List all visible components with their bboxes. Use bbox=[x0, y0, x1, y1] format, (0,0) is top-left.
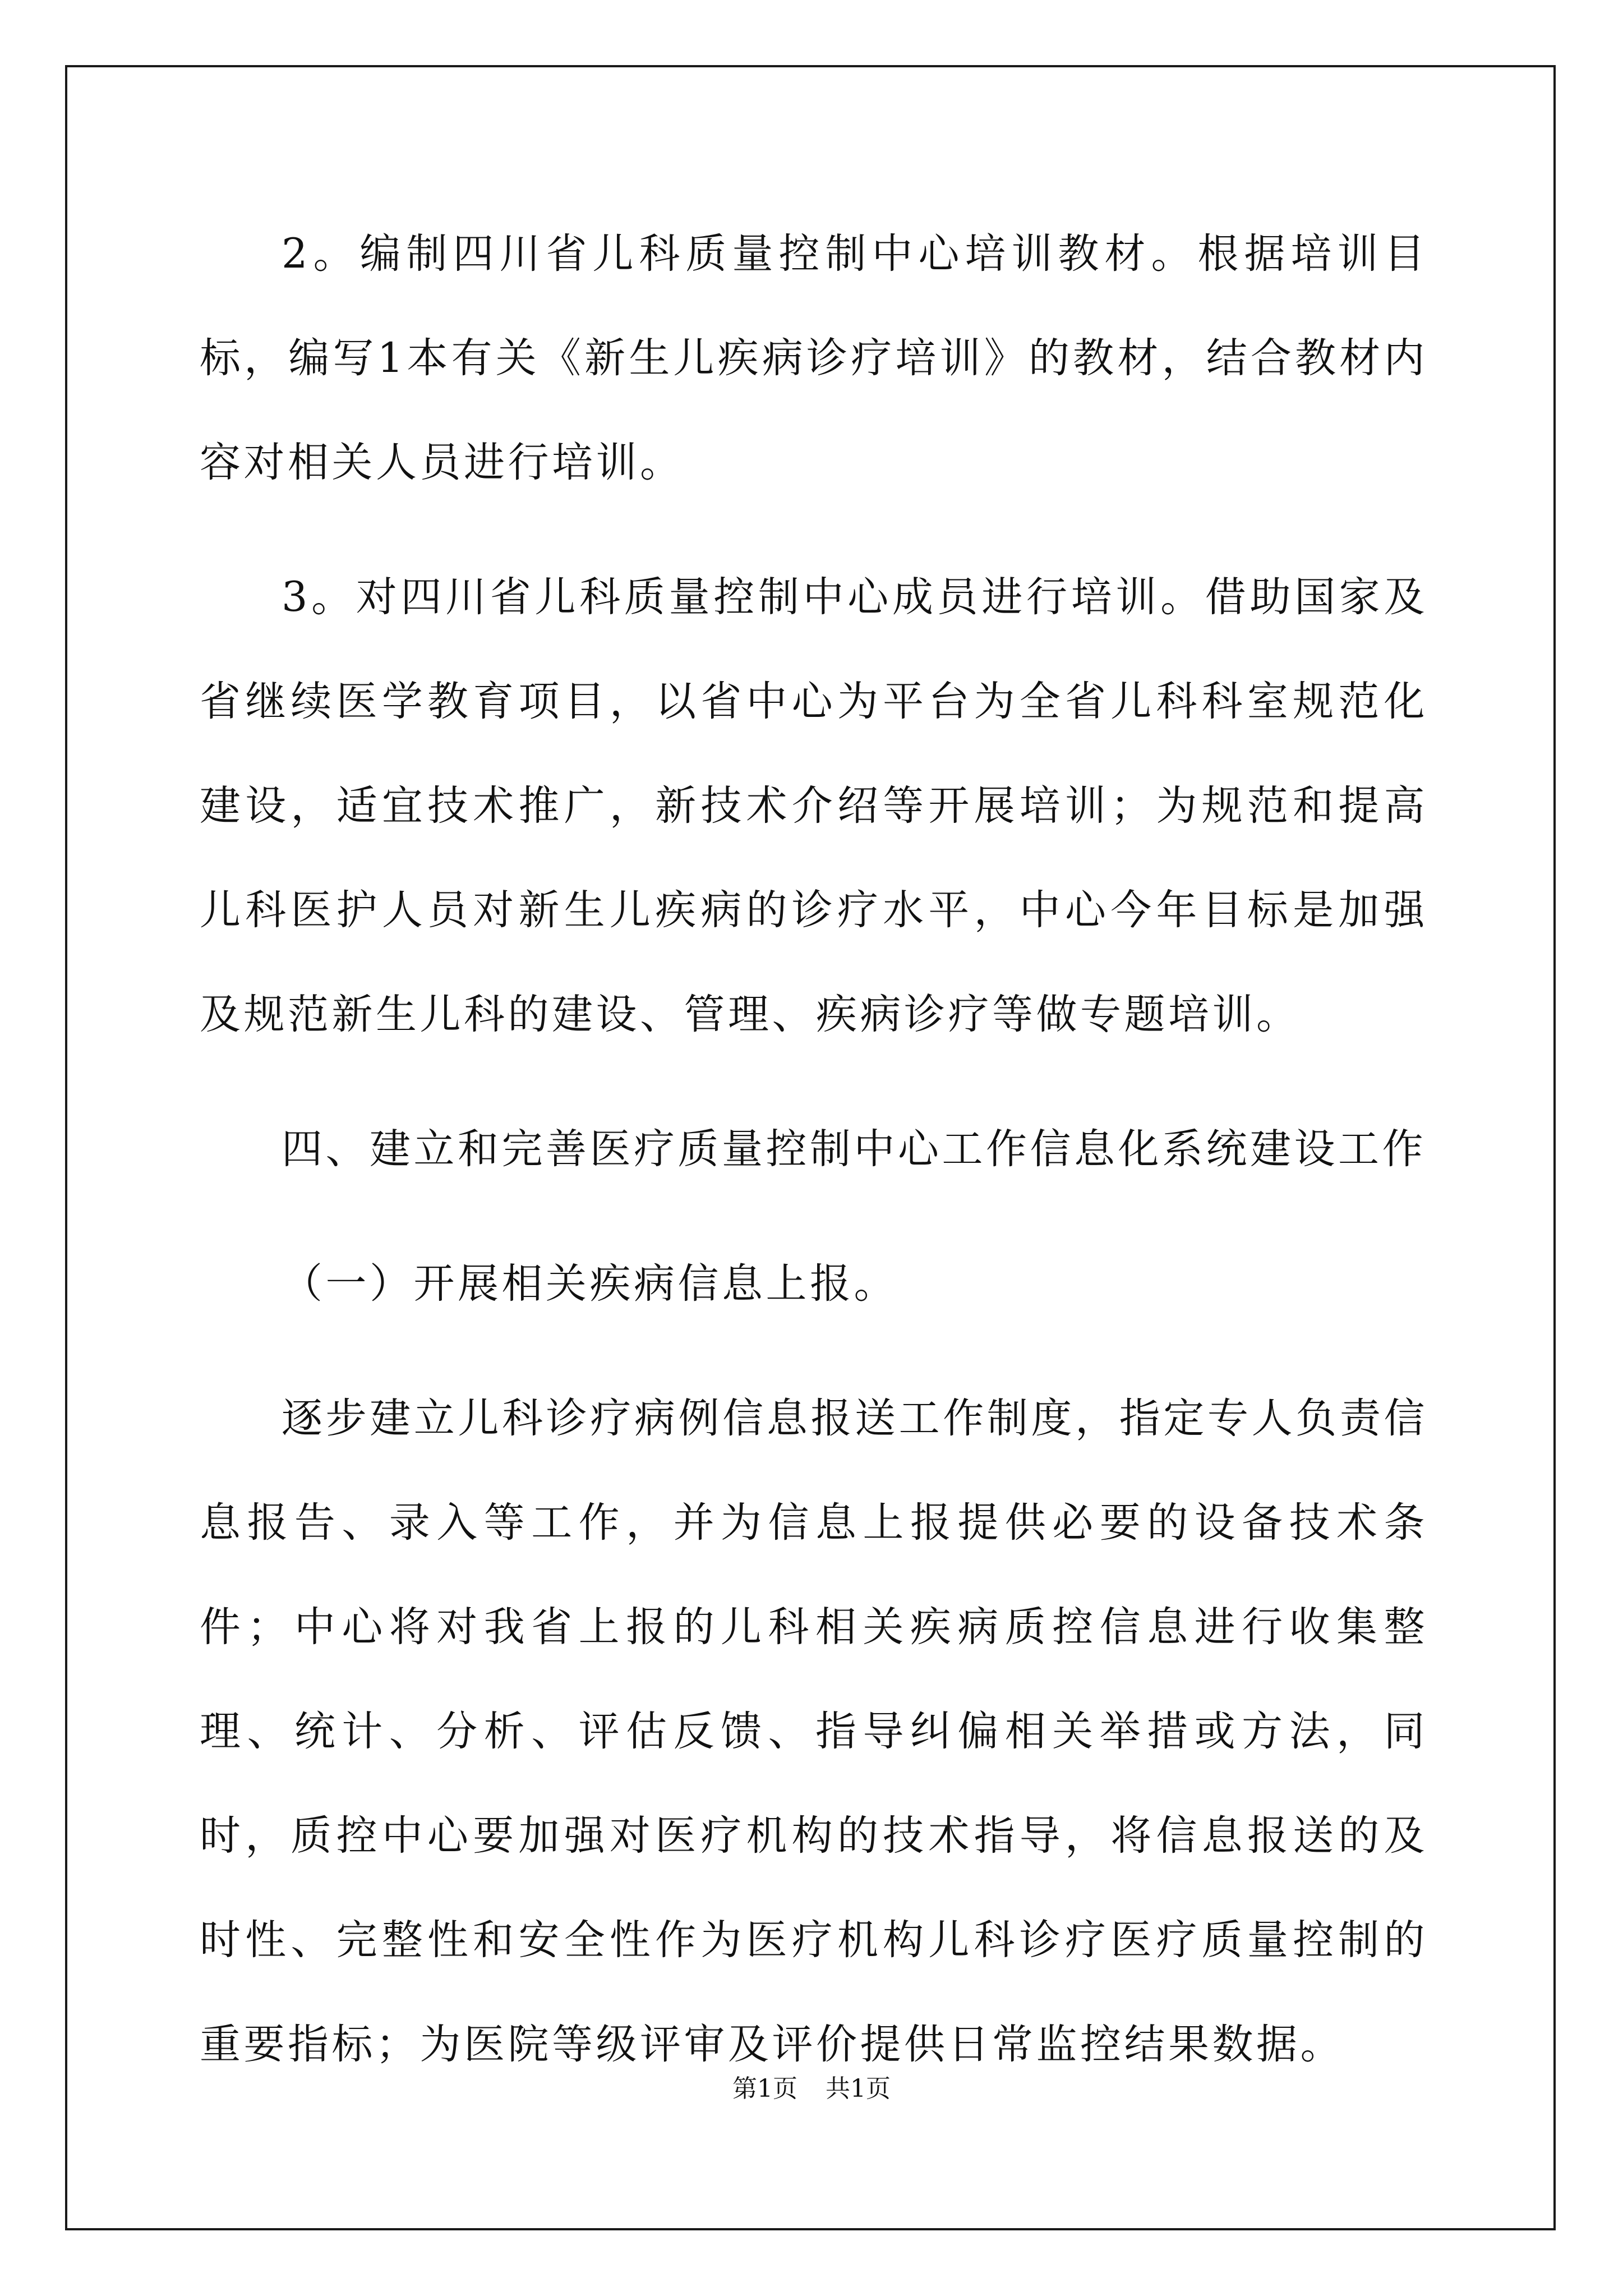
paragraph-training-materials: 2。编制四川省儿科质量控制中心培训教材。根据培训目标，编写1本有关《新生儿疾病诊疗培训》的教材，结合教材内容对相关人员进行培训。 bbox=[200, 230, 1428, 486]
page-number: 第1页 bbox=[732, 2074, 797, 2103]
page-footer bbox=[0, 2072, 1623, 2106]
paragraph-member-training: 3。对四川省儿科质量控制中心成员进行培训。借助国家及省继续医学教育项目，以省中心为平台为全省儿科科室规范化建设，适宜技术推广，新技术介绍等开展培训；为规范和提高儿科医护人员对新生儿疾病的诊疗水平，中心今年目标是加强及规范新生儿科的建设、管理、疾病诊疗等做专题培训。 bbox=[200, 573, 1428, 1038]
page-total: 共1页 bbox=[826, 2074, 891, 2103]
document-body bbox=[200, 202, 1428, 2127]
paragraph-reporting-system: 逐步建立儿科诊疗病例信息报送工作制度，指定专人负责信息报告、录入等工作，并为信息上报提供必要的设备技术条件；中心将对我省上报的儿科相关疾病质控信息进行收集整理、统计、分析、评估反馈、指导纠偏相关举措或方法，同时，质控中心要加强对医疗机构的技术指导，将信息报送的及时性、完整性和安全性作为医疗机构儿科诊疗医疗质量控制的重要指标；为医院等级评审及评价提供日常监控结果数据。 bbox=[200, 1395, 1428, 2068]
subsection-heading-disease-reporting: （一）开展相关疾病信息上报。 bbox=[282, 1260, 898, 1308]
section-heading-information-system: 四、建立和完善医疗质量控制中心工作信息化系统建设工作 bbox=[282, 1125, 1426, 1173]
